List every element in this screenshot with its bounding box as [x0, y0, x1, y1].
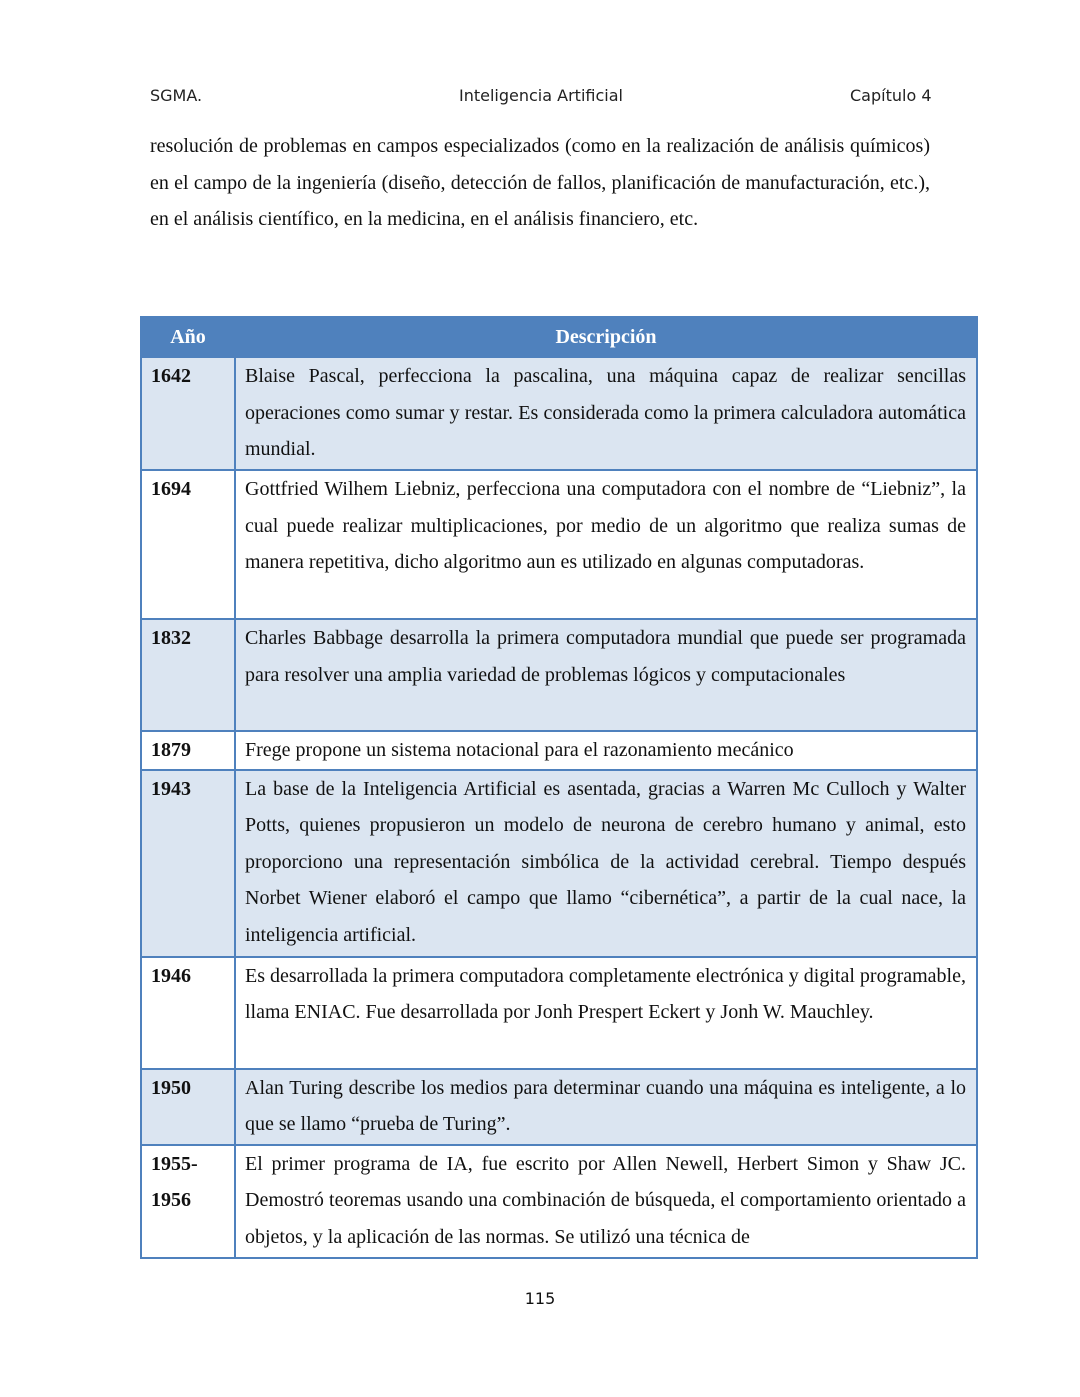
description-cell: El primer programa de IA, fue escrito por Allen Newell, Herbert Simon y Shaw JC. Demostró teoremas usando una combinación de búsqueda, el comportamiento orientado a objetos, y la aplicación de las normas. Se utilizó una técnica de [235, 1145, 977, 1258]
description-cell: La base de la Inteligencia Artificial es asentada, gracias a Warren Mc Culloch y Walter Potts, quienes propusieron un modelo de neurona de cerebro humano y animal, esto proporciono una representación simbólica de la actividad cerebral. Tiempo después Norbet Wiener elaboró el campo que llamo “cibernética”, a partir de la cual nace, la inteligencia artificial. [235, 770, 977, 957]
table-row [141, 619, 977, 731]
year-cell: 1642 [141, 357, 235, 470]
description-cell: Gottfried Wilhem Liebniz, perfecciona una computadora con el nombre de “Liebniz”, la cual puede realizar multiplicaciones, por medio de un algoritmo que realiza sumas de manera repetitiva, dicho algoritmo aun es utilizado en algunas computadoras. [235, 470, 977, 619]
description-cell: Alan Turing describe los medios para determinar cuando una máquina es inteligente, a lo que se llamo “prueba de Turing”. [235, 1069, 977, 1145]
year-cell: 1694 [141, 470, 235, 619]
header-right: Capítulo 4 [850, 86, 932, 105]
column-header-description: Descripción [235, 317, 977, 357]
year-cell: 1832 [141, 619, 235, 731]
history-table [140, 316, 978, 1259]
description-cell: Blaise Pascal, perfecciona la pascalina, una máquina capaz de realizar sencillas operaciones como sumar y restar. Es considerada como la primera calculadora automática mundial. [235, 357, 977, 470]
description-cell: Frege propone un sistema notacional para el razonamiento mecánico [235, 731, 977, 770]
column-header-year: Año [141, 317, 235, 357]
table-row [141, 1069, 977, 1145]
table-header-row [141, 317, 977, 357]
table-row [141, 1145, 977, 1258]
intro-paragraph: resolución de problemas en campos especializados (como en la realización de análisis químicos) en el campo de la ingeniería (diseño, detección de fallos, planificación de manufacturación, etc.), en el análisis científico, en la medicina, en el análisis financiero, etc. [150, 135, 930, 230]
table-row [141, 470, 977, 619]
year-cell: 1955- 1956 [141, 1145, 235, 1258]
page-number: 115 [524, 1289, 556, 1308]
header-left: SGMA. [150, 86, 203, 105]
description-cell: Es desarrollada la primera computadora completamente electrónica y digital programable, llama ENIAC. Fue desarrollada por Jonh Prespert Eckert y Jonh W. Mauchley. [235, 957, 977, 1069]
year-cell: 1943 [141, 770, 235, 957]
table-row [141, 770, 977, 957]
description-cell: Charles Babbage desarrolla la primera computadora mundial que puede ser programada para resolver una amplia variedad de problemas lógicos y computacionales [235, 619, 977, 731]
table-row [141, 957, 977, 1069]
year-cell: 1946 [141, 957, 235, 1069]
header-center: Inteligencia Artificial [459, 86, 623, 105]
table-row [141, 731, 977, 770]
year-cell: 1879 [141, 731, 235, 770]
table-row [141, 357, 977, 470]
year-cell: 1950 [141, 1069, 235, 1145]
